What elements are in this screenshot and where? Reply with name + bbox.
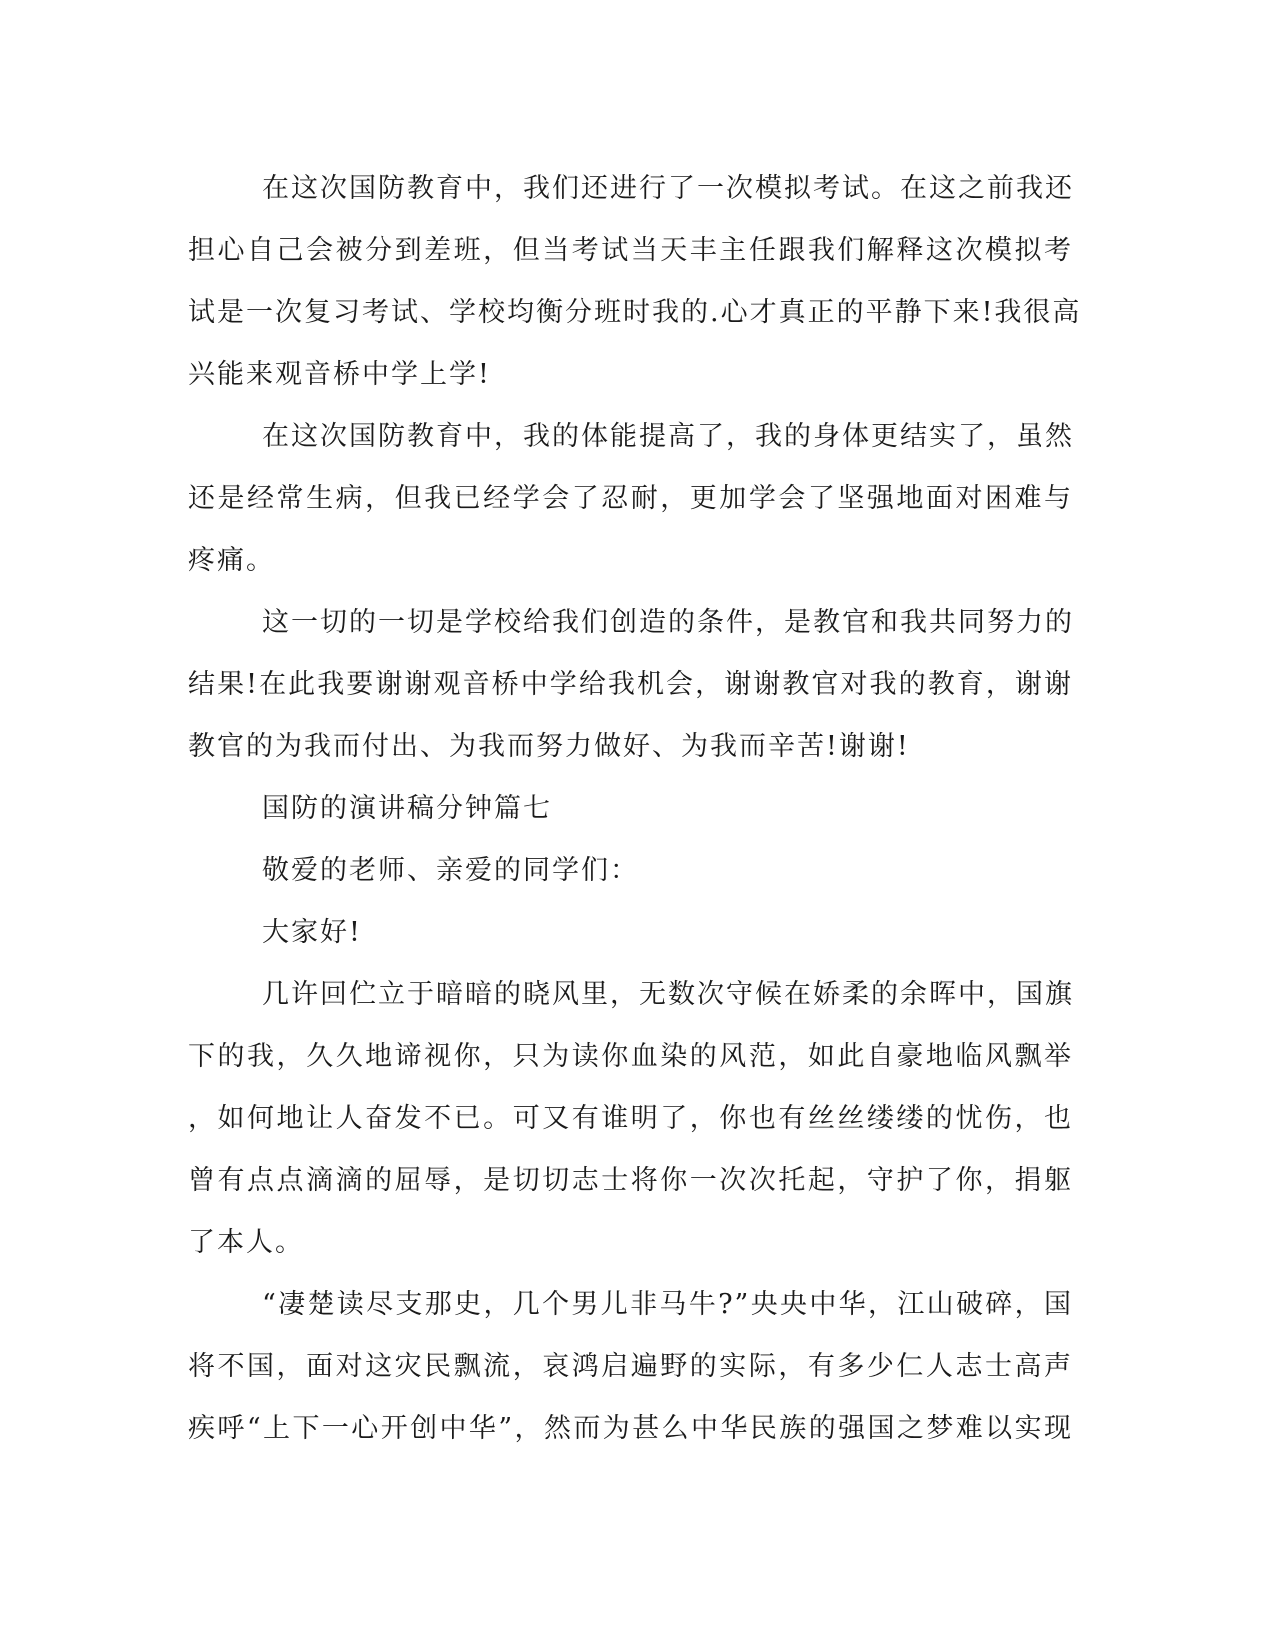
text-line: 试是一次复习考试、学校均衡分班时我的.心才真正的平静下来!我很高 — [188, 297, 1082, 328]
text-line: 敬爱的老师、亲爱的同学们： — [262, 855, 639, 886]
text-line: 将不国，面对这灾民飘流，哀鸿启遍野的实际，有多少仁人志士高声 — [188, 1351, 1073, 1382]
text-line: 结果!在此我要谢谢观音桥中学给我机会，谢谢教官对我的教育，谢谢 — [188, 669, 1073, 700]
text-line: 在这次国防教育中，我的体能提高了，我的身体更结实了，虽然 — [262, 421, 1074, 452]
text-line: 下的我，久久地谛视你，只为读你血染的风范，如此自豪地临风飘举 — [188, 1041, 1073, 1072]
text-line: 疾呼“上下一心开创中华”，然而为甚么中华民族的强国之梦难以实现 — [188, 1413, 1073, 1444]
text-line: 兴能来观音桥中学上学! — [188, 359, 491, 390]
text-line: 大家好! — [262, 917, 362, 948]
text-line: 疼痛。 — [188, 545, 275, 576]
text-line: 了本人。 — [188, 1227, 304, 1258]
text-line: 还是经常生病，但我已经学会了忍耐，更加学会了坚强地面对困难与 — [188, 483, 1073, 514]
text-line: 在这次国防教育中，我们还进行了一次模拟考试。在这之前我还 — [262, 173, 1074, 204]
text-line: 国防的演讲稿分钟篇七 — [262, 793, 552, 824]
text-line: “凄楚读尽支那史，几个男儿非马牛?”央央中华，江山破碎，国 — [262, 1289, 1073, 1320]
text-line: 担心自己会被分到差班，但当考试当天丰主任跟我们解释这次模拟考 — [188, 235, 1073, 266]
text-line: ，如何地让人奋发不已。可又有谁明了，你也有丝丝缕缕的忧伤，也 — [188, 1103, 1073, 1134]
text-line: 教官的为我而付出、为我而努力做好、为我而辛苦!谢谢! — [188, 731, 910, 762]
text-line: 这一切的一切是学校给我们创造的条件，是教官和我共同努力的 — [262, 607, 1074, 638]
document-body — [188, 158, 1082, 1460]
text-line: 几许回伫立于暗暗的晓风里，无数次守候在娇柔的余晖中，国旗 — [262, 979, 1074, 1010]
text-line: 曾有点点滴滴的屈辱，是切切志士将你一次次托起，守护了你，捐躯 — [188, 1165, 1073, 1196]
